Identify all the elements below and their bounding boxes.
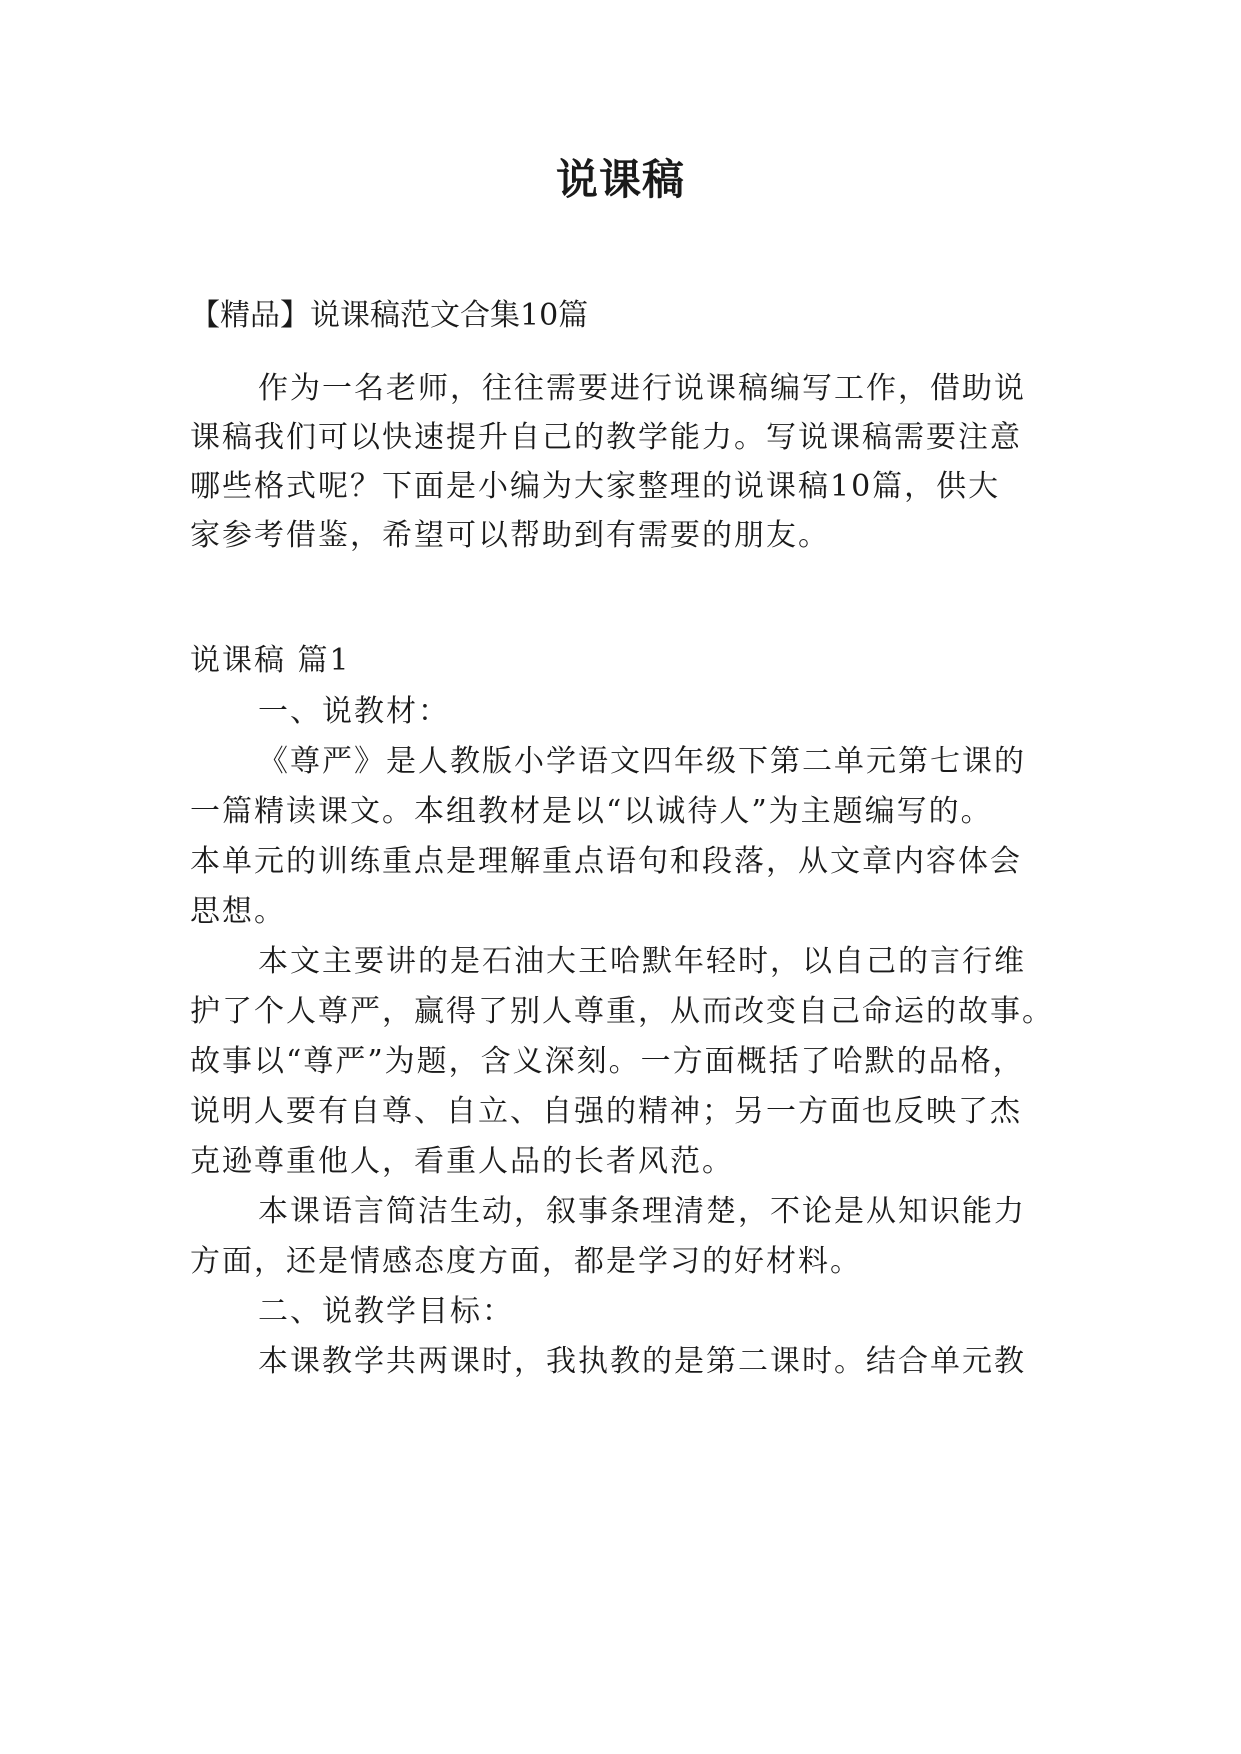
paragraph-line: 哪些格式呢？下面是小编为大家整理的说课稿10篇，供大 (190, 469, 1001, 504)
paragraph-line: 思想。 (190, 894, 286, 929)
paragraph-line: 一篇精读课文。本组教材是以“以诚待人”为主题编写的。 (190, 794, 993, 829)
paragraph-line: 本文主要讲的是石油大王哈默年轻时，以自己的言行维 (258, 944, 1026, 979)
section-heading: 说课稿 篇1 (190, 643, 351, 678)
subsection-heading: 一、说教材： (258, 694, 450, 729)
paragraph-line: 课稿我们可以快速提升自己的教学能力。写说课稿需要注意 (190, 420, 1022, 455)
paragraph-line: 护了个人尊严，赢得了别人尊重，从而改变自己命运的故事。 (190, 994, 1054, 1029)
paragraph-line: 说明人要有自尊、自立、自强的精神；另一方面也反映了杰 (190, 1094, 1022, 1129)
paragraph-line: 本课教学共两课时，我执教的是第二课时。结合单元教 (258, 1344, 1026, 1379)
paragraph-line: 本课语言简洁生动，叙事条理清楚，不论是从知识能力 (258, 1194, 1026, 1229)
paragraph-line: 故事以“尊严”为题，含义深刻。一方面概括了哈默的品格， (190, 1044, 1025, 1079)
paragraph-line: 方面，还是情感态度方面，都是学习的好材料。 (190, 1244, 862, 1279)
paragraph-line: 《尊严》是人教版小学语文四年级下第二单元第七课的 (258, 744, 1026, 779)
subsection-heading: 二、说教学目标： (258, 1294, 514, 1329)
paragraph-line: 家参考借鉴，希望可以帮助到有需要的朋友。 (190, 518, 830, 553)
document-subtitle: 【精品】说课稿范文合集10篇 (190, 298, 589, 333)
paragraph-line: 本单元的训练重点是理解重点语句和段落，从文章内容体会 (190, 844, 1022, 879)
document-title: 说课稿 (555, 155, 685, 204)
paragraph-line: 作为一名老师，往往需要进行说课稿编写工作，借助说 (258, 371, 1026, 406)
paragraph-line: 克逊尊重他人，看重人品的长者风范。 (190, 1144, 734, 1179)
